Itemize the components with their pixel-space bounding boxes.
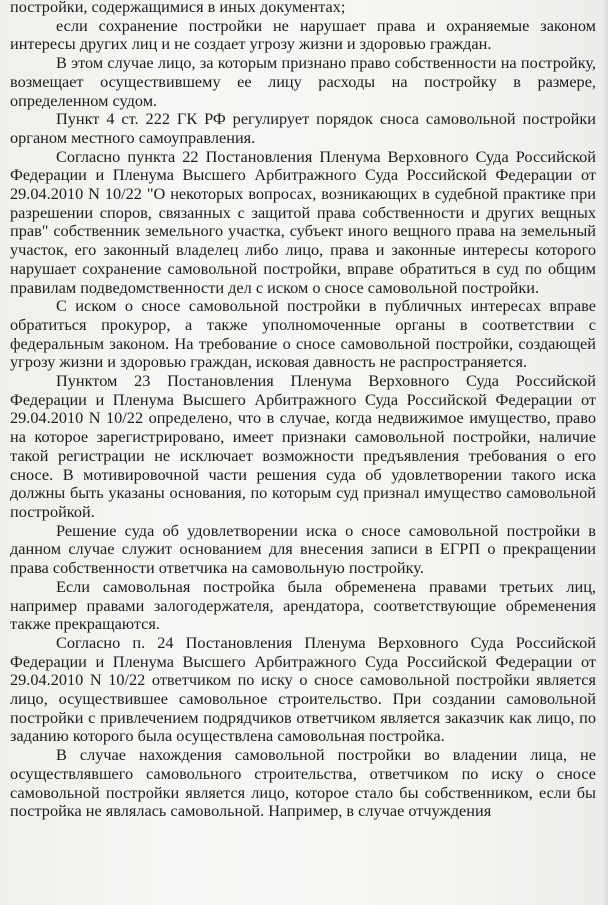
document-text xyxy=(10,0,596,821)
paragraph-1: постройки, содержащимися в иных документах; xyxy=(10,0,346,16)
paragraph-6: С иском о сносе самовольной постройки в публичных интересах вправе обратиться прокурор, а также уполномоченные органы в соответствии с федеральным законом. На требование о сносе самовольной постройки, создающей угрозу жизни и здоровью граждан, исковая давность не распространяется. xyxy=(10,296,596,372)
paragraph-8: Решение суда об удовлетворении иска о сносе самовольной постройки в данном случае служит основанием для внесения записи в ЕГРП о прекращении права собственности ответчика на самовольную постройку. xyxy=(10,520,596,578)
paragraph-4: Пункт 4 ст. 222 ГК РФ регулирует порядок сноса самовольной постройки органом местного самоуправления. xyxy=(10,109,596,147)
paragraph-10: Согласно п. 24 Постановления Пленума Верховного Суда Российской Федерации и Пленума Высшего Арбитражного Суда Российской Федерации от 29.04.2010 N 10/22 ответчиком по иску о сносе самовольной постройки является лицо, осуществившее самовольное строительство. При создании самовольной постройки с привлечением подрядчиков ответчиком является заказчик как лицо, по заданию которого была осуществлена самовольная постройка. xyxy=(10,632,596,746)
paragraph-2: если сохранение постройки не нарушает права и охраняемые законом интересы других лиц и не создает угрозу жизни и здоровью граждан. xyxy=(10,15,596,54)
paragraph-5: Согласно пункта 22 Постановления Пленума Верховного Суда Российской Федерации и Пленума Высшего Арбитражного Суда Российской Федерации от 29.04.2010 N 10/22 "О некоторых вопросах, возникающих в судебной практике при разрешении споров, связанных с защитой права собственности и других вещных прав" собственник земельного участка, субъект иного вещного права на земельный участок, его законный владелец либо лицо, права и законные интересы которого нарушает сохранение самовольной постройки, вправе обратиться в суд по общим правилам подведомственности дел с иском о сносе самовольной постройки. xyxy=(10,146,596,297)
page-edge-shadow xyxy=(602,0,608,905)
paragraph-3: В этом случае лицо, за которым признано право собственности на постройку, возмещает осуществившему ее лицу расходы на постройку в размере, определенном судом. xyxy=(10,53,596,110)
paragraph-7: Пунктом 23 Постановления Пленума Верховного Суда Российской Федерации и Пленума Высшего Арбитражного Суда Российской Федерации от 29.04.2010 N 10/22 определено, что в случае, когда недвижимое имущество, право на которое зарегистрировано, имеет признаки самовольной постройки, наличие такой регистрации не исключает возможности предъявления требования о его сносе. В мотивировочной части решения суда об удовлетворении такого иска должны быть указаны основания, по которым суд признал имущество самовольной постройкой. xyxy=(10,371,596,521)
paragraph-11: В случае нахождения самовольной постройки во владении лица, не осуществлявшего самовольного строительства, ответчиком по иску о сносе самовольной постройки является лицо, которое стало бы собственником, если бы постройка не являлась самовольной. Например, в случае отчуждения xyxy=(10,745,596,821)
paragraph-9: Если самовольная постройка была обременена правами третьих лиц, например правами залогодержателя, арендатора, соответствующие обременения также прекращаются. xyxy=(10,576,596,634)
